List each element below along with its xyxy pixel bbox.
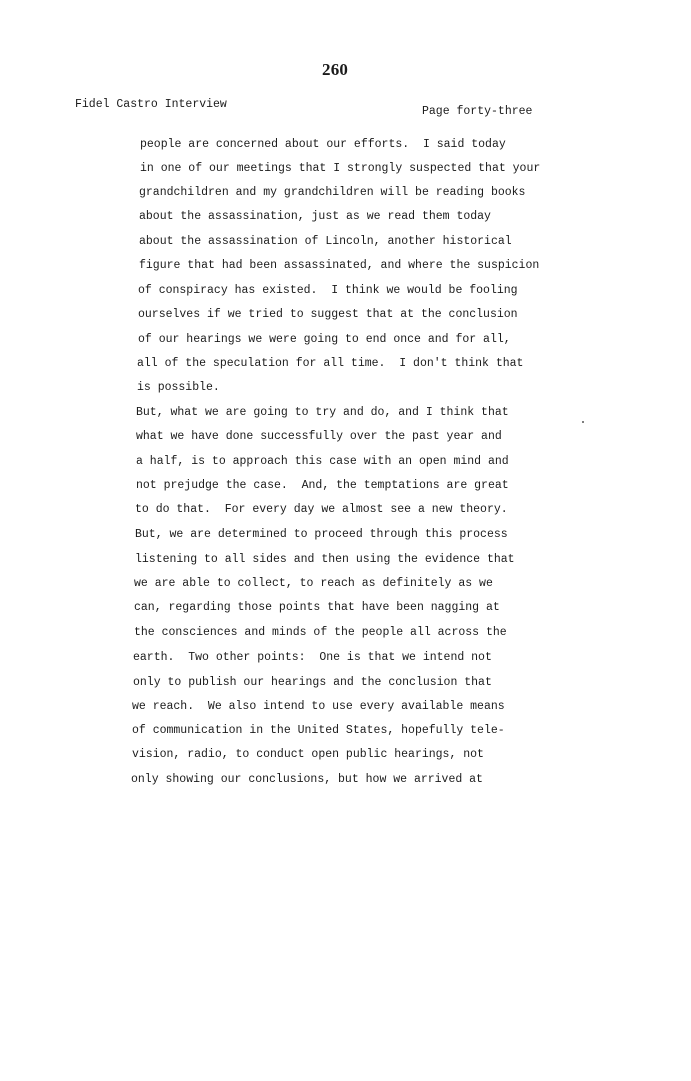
text-line: ourselves if we tried to suggest that at the conclusion — [138, 308, 518, 321]
text-line: we reach. We also intend to use every available means — [132, 700, 505, 713]
text-line: a half, is to approach this case with an open mind and — [136, 455, 509, 468]
text-line: grandchildren and my grandchildren will be reading books — [139, 186, 526, 199]
page-number: 260 — [322, 60, 349, 79]
text-line: only showing our conclusions, but how we arrived at — [131, 773, 483, 786]
text-line: of communication in the United States, hopefully tele- — [132, 724, 505, 737]
text-line: of our hearings we were going to end once and for all, — [138, 333, 511, 346]
scan-speck — [582, 421, 584, 423]
text-line: we are able to collect, to reach as definitely as we — [134, 577, 493, 590]
text-line: not prejudge the case. And, the temptations are great — [136, 479, 509, 492]
text-line: But, we are determined to proceed through this process — [135, 528, 508, 541]
text-line: people are concerned about our efforts. I said today — [140, 138, 506, 151]
text-line: listening to all sides and then using the evidence that — [135, 553, 515, 566]
document-title: Fidel Castro Interview — [75, 98, 227, 111]
text-line: figure that had been assassinated, and where the suspicion — [139, 259, 540, 272]
text-line: what we have done successfully over the past year and — [136, 430, 502, 443]
page-label: Page forty-three — [422, 105, 533, 118]
text-line: vision, radio, to conduct open public hearings, not — [132, 748, 484, 761]
text-line: to do that. For every day we almost see a new theory. — [135, 503, 508, 516]
text-line: all of the speculation for all time. I don't think that — [137, 357, 524, 370]
text-line: earth. Two other points: One is that we intend not — [133, 651, 492, 664]
text-line: in one of our meetings that I strongly suspected that your — [140, 162, 541, 175]
text-line: But, what we are going to try and do, and I think that — [136, 406, 509, 419]
text-line: can, regarding those points that have been nagging at — [134, 601, 500, 614]
text-line: of conspiracy has existed. I think we would be fooling — [138, 284, 518, 297]
text-line: about the assassination, just as we read them today — [139, 210, 491, 223]
text-line: only to publish our hearings and the conclusion that — [133, 676, 492, 689]
text-line: is possible. — [137, 381, 220, 394]
text-line: about the assassination of Lincoln, another historical — [139, 235, 512, 248]
text-line: the consciences and minds of the people all across the — [134, 626, 507, 639]
